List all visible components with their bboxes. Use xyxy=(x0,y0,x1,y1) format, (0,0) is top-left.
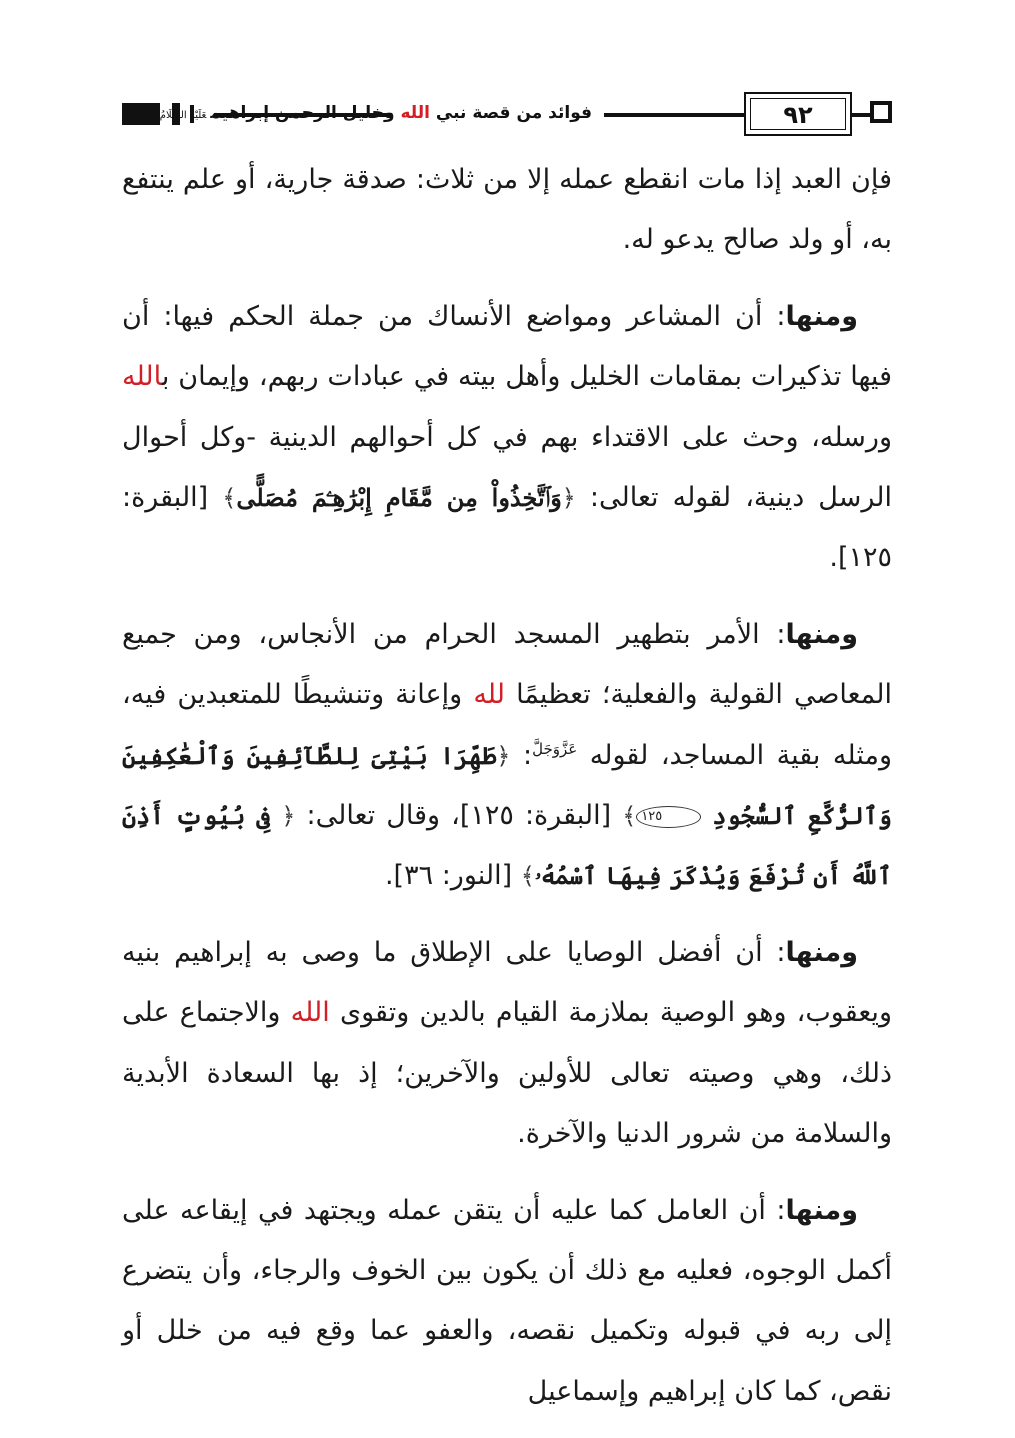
header-title-part2: وخليل الرحمن إبراهيم xyxy=(210,103,401,123)
paragraph-3 xyxy=(122,605,892,907)
quran-bracket-close: ﴾ xyxy=(222,484,237,513)
header-title xyxy=(159,98,592,131)
quran-verse: فِى بُيُوتٍ أَذِنَ ٱللَّهُ أَن تُرْفَعَ وَيُذْكَرَ فِيهَا ٱسْمُهُۥ xyxy=(122,801,892,891)
header-honorific: عَلَيْهِ السَّلَامُ xyxy=(159,110,207,121)
paragraph-lead: ومنها xyxy=(785,1194,858,1226)
header-ornament-right xyxy=(870,101,892,123)
paragraph-text: : أن المشاعر ومواضع الأنساك من جملة الحكم فيها: أن فيها تذكيرات بمقامات الخليل وأهل بيته في عبادات ربهم، وإيمان ب xyxy=(122,300,892,393)
verse-reference: [البقرة: ١٢٥]. xyxy=(122,482,892,574)
aya-number: ١٢٥ xyxy=(636,806,701,828)
verse-reference: [النور: ٣٦]. xyxy=(384,860,521,892)
page-number-frame xyxy=(744,92,852,136)
verse-reference: [البقرة: ١٢٥]، وقال تعالى: xyxy=(295,800,623,832)
page-number: ٩٢ xyxy=(783,101,813,129)
header-ornament-left xyxy=(122,103,160,125)
paragraph-text: فإن العبد إذا مات انقطع عمله إلا من ثلاث: صدقة جارية، أو علم ينتفع به، أو ولد صالح يدعو له. xyxy=(122,164,892,256)
header-title-allah: الله xyxy=(400,103,430,123)
paragraph-text: : الأمر بتطهير المسجد الحرام من الأنجاس، ومن جميع المعاصي القولية والفعلية؛ تعظيمًا xyxy=(122,618,892,711)
paragraph-1 xyxy=(122,150,892,271)
divine-name: لله xyxy=(473,679,505,711)
paragraph-lead: ومنها xyxy=(785,618,858,650)
paragraph-text: : أن العامل كما عليه أن يتقن عمله ويجتهد في إيقاعه على أكمل الوجوه، فعليه مع ذلك أن يكون بين الخوف والرجاء، وأن يتضرع إلى ربه في قبوله وتكميل نقصه، والعفو عما وقع فيه من خلل أو نقص، كما كان إبراهيم وإسماعيل xyxy=(122,1194,892,1407)
paragraph-text: وإعانة وتنشيطًا للمتعبدين فيه، ومثله بقية المساجد، لقوله xyxy=(122,679,892,771)
header-title-part1: فوائد من قصة نبي xyxy=(429,103,592,123)
paragraph-2 xyxy=(122,287,892,589)
paragraph-text: : xyxy=(510,739,533,771)
main-text xyxy=(122,150,892,1438)
paragraph-5 xyxy=(122,1181,892,1423)
running-header xyxy=(122,92,892,138)
paragraph-lead: ومنها xyxy=(785,936,858,968)
paragraph-4 xyxy=(122,923,892,1165)
honorific: عَزَّوَجَلَّ xyxy=(532,739,578,758)
paragraph-text: ورسله، وحث على الاقتداء بهم في كل أحوالهم الدينية -وكل أحوال الرسل دينية، لقوله تعالى: xyxy=(122,421,893,514)
divine-name: الله xyxy=(290,997,330,1029)
divine-name: الله xyxy=(122,361,162,393)
paragraph-text: : أن أفضل الوصايا على الإطلاق ما وصى به إبراهيم بنيه ويعقوب، وهو الوصية بملازمة القيام بالدين وتقوى xyxy=(122,936,892,1029)
quran-bracket-close: ﴾ xyxy=(622,802,637,831)
quran-bracket-open: ﴿ xyxy=(561,484,576,513)
quran-verse: وَٱتَّخِذُواْ مِن مَّقَامِ إِبْرَٰهِـۧمَ مُصَلًّى xyxy=(236,483,562,513)
quran-bracket-close: ﴾ xyxy=(520,862,535,891)
quran-bracket-open: ﴿ xyxy=(496,741,511,770)
paragraph-lead: ومنها xyxy=(785,300,858,332)
paragraph-text: والاجتماع على ذلك، وهي وصيته تعالى للأولين والآخرين؛ إذ بها السعادة الأبدية والسلامة من شرور الدنيا والآخرة. xyxy=(122,997,892,1150)
quran-bracket-open: ﴿ xyxy=(281,802,296,831)
quran-verse: طَهِّرَا بَيْتِىَ لِلطَّآئِفِينَ وَٱلْعَٰكِفِينَ وَٱلرُّكَّعِ ٱلسُّجُودِ xyxy=(122,740,892,831)
